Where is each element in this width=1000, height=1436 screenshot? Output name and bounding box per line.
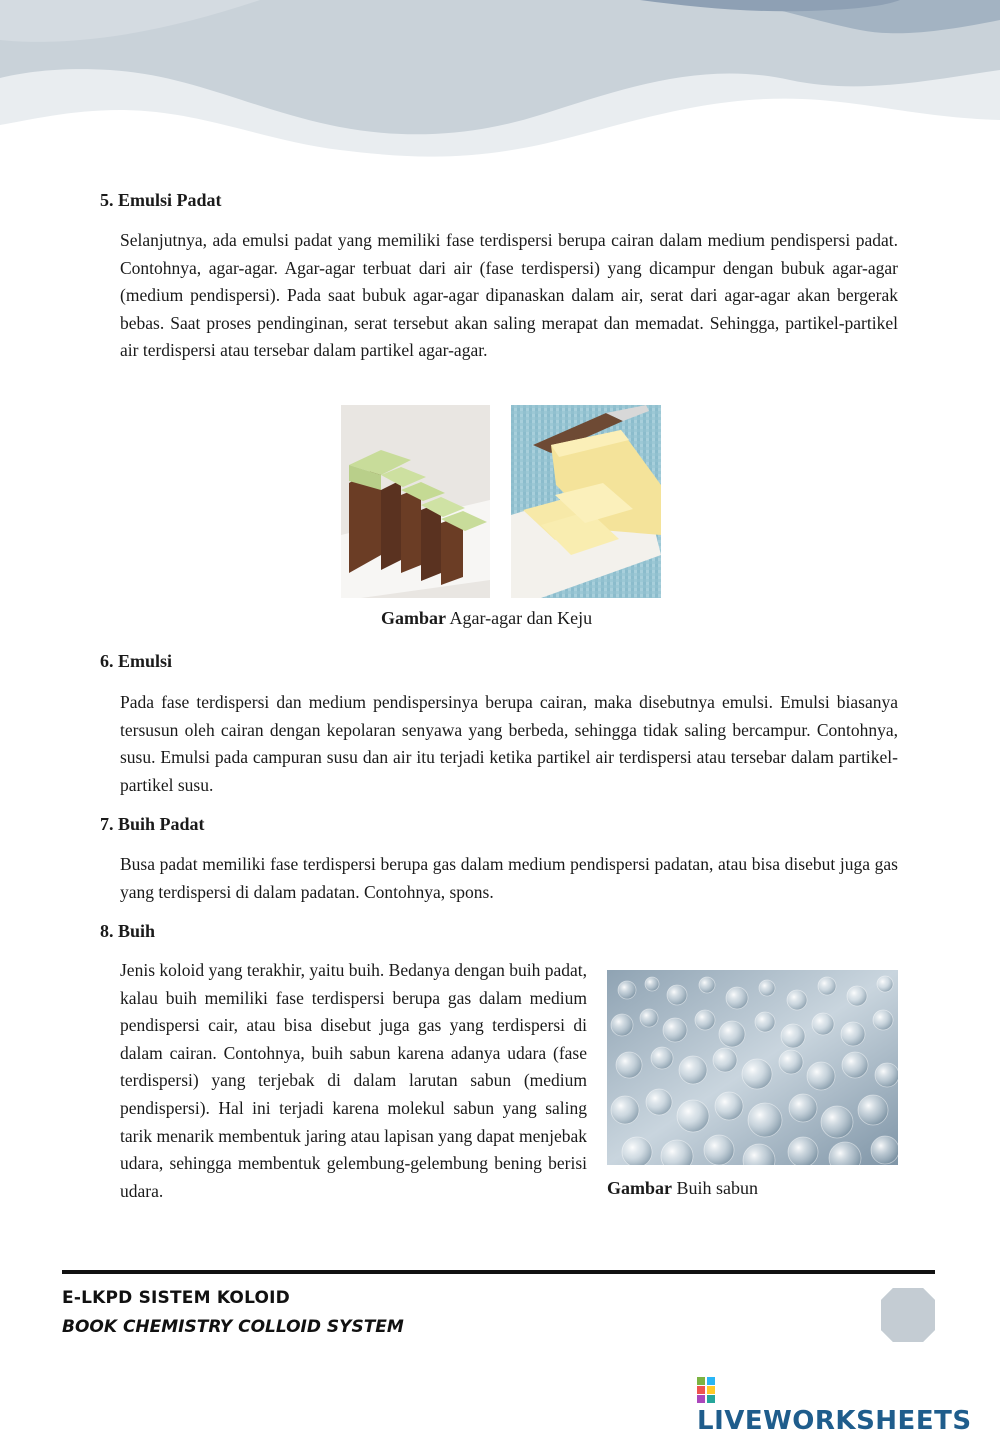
buih-sabun-caption	[607, 1178, 758, 1199]
section-7-paragraph: Busa padat memiliki fase terdispersi berupa gas dalam medium pendispersi padatan, atau bisa disebut juga gas yang terdispersi di dalam padatan. Contohnya, spons.	[120, 854, 898, 902]
agar-keju-caption	[381, 608, 592, 629]
section-6-heading: 6. Emulsi	[100, 651, 173, 671]
section-5-paragraph: Selanjutnya, ada emulsi padat yang memiliki fase terdispersi berupa cairan dalam medium pendispersi padat. Contohnya, agar-agar. Agar-agar terbuat dari air (fase terdispersi) yang dicampur dengan bubuk agar-agar (medium pendispersi). Pada saat bubuk agar-agar dipanaskan dalam air, serat dari agar-agar akan bergerak bebas. Saat proses pendinginan, serat tersebut akan saling merapat dan memadat. Sehingga, partikel-partikel air terdispersi atau tersebar dalam partikel agar-agar.	[120, 230, 898, 361]
agar-keju-caption-label: Gambar	[381, 608, 446, 628]
buih-sabun-caption-label: Gambar	[607, 1178, 672, 1198]
liveworksheets-watermark	[697, 1376, 1000, 1436]
page-number-badge	[881, 1288, 935, 1342]
section-8-heading: 8. Buih	[100, 921, 156, 941]
agar-agar-image	[341, 405, 490, 598]
header-wave-decoration	[0, 0, 1000, 175]
footer-divider	[62, 1270, 935, 1274]
section-6-paragraph: Pada fase terdispersi dan medium pendispersinya berupa cairan, maka disebutnya emulsi. Emulsi biasanya tersusun oleh cairan dengan kepolaran senyawa yang berbeda, sehingga tidak saling bercampur. Contohnya, susu. Emulsi pada campuran susu dan air itu terjadi ketika partikel air terdispersi atau tersebar dalam partikel-partikel susu.	[120, 692, 898, 795]
buih-sabun-caption-text: Buih sabun	[676, 1178, 759, 1198]
footer-title: E-LKPD SISTEM KOLOID	[62, 1288, 290, 1308]
footer-subtitle: BOOK CHEMISTRY COLLOID SYSTEM	[62, 1317, 404, 1337]
liveworksheets-text: LIVEWORKSHEETS	[697, 1406, 972, 1436]
section-7-heading: 7. Buih Padat	[100, 814, 205, 834]
keju-image	[511, 405, 661, 598]
buih-sabun-image	[607, 970, 898, 1165]
section-8-paragraph: Jenis koloid yang terakhir, yaitu buih. Bedanya dengan buih padat, kalau buih memiliki fase terdispersi berupa gas dalam medium pendispersi cair, atau bisa disebut juga gas yang terdispersi di dalam cairan. Contohnya, buih sabun karena adanya udara (fase terdispersi) yang terjebak di dalam larutan sabun (medium pendispersi). Hal ini terjadi karena molekul sabun yang saling tarik menarik membentuk jaring atau lapisan yang dapat menjebak udara, sehingga membentuk gelembung-gelembung bening berisi udara.	[120, 960, 587, 1201]
agar-keju-caption-text: Agar-agar dan Keju	[449, 608, 593, 628]
section-5-heading: 5. Emulsi Padat	[100, 190, 222, 210]
liveworksheets-logo-icon	[697, 1377, 725, 1403]
